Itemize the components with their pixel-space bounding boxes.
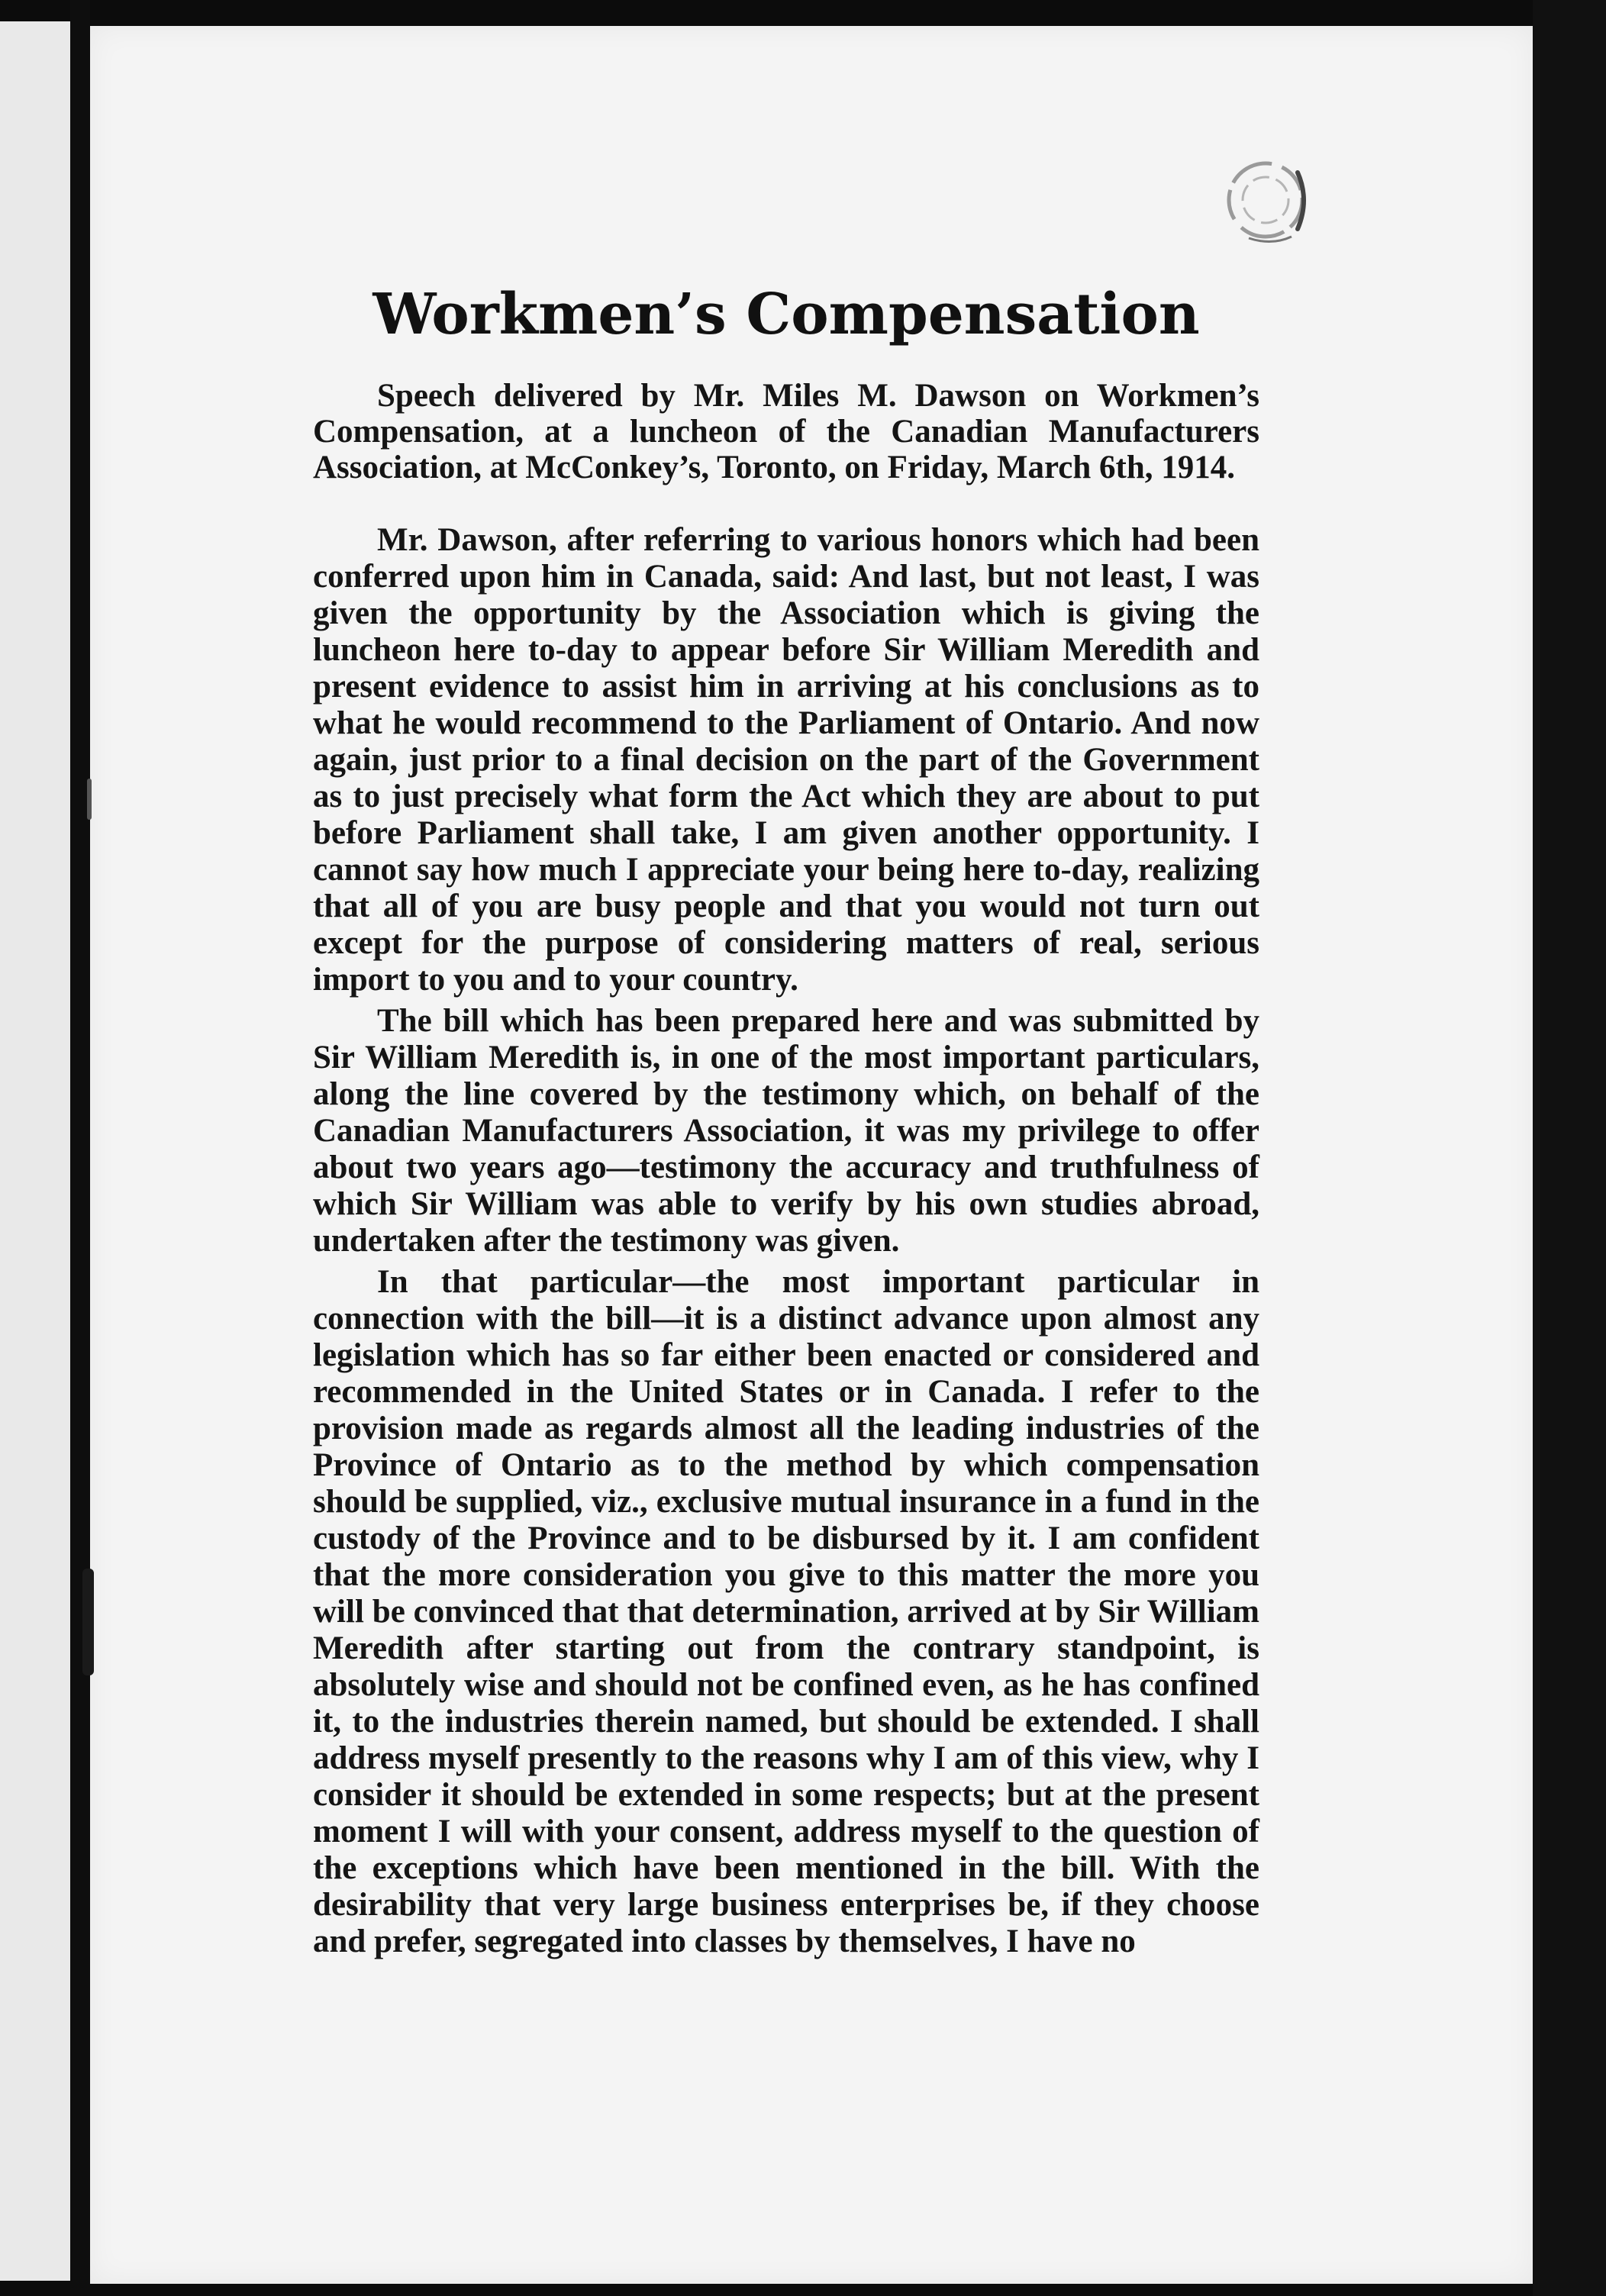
body-paragraph: In that particular—the most important particular in connection with the bill—it is a distinct advance upon almost any legislation which has so far either been enacted or considered and recommended in the United States or in Canada. I refer to the provision made as regards almost all the leading industries of the Province of Ontario as to the method by which compensation should be supplied, viz., exclusive mutual insurance in a fund in the custody of the Province and to be disbursed by it. I am confident that the more consideration you give to this matter the more you will be convinced that that determination, arrived at by Sir William Meredith after starting out from the contrary standpoint, is absolutely wise and should not be confined even, as he has confined it, to the industries therein named, but should be extended. I shall address myself presently to the reasons why I am of this view, why I consider it should be extended in some respects; but at the present moment I will with your consent, address myself to the question of the exceptions which have been mentioned in the bill. With the desirability that very large business enterprises be, if they choose and prefer, segregated into classes by themselves, I have no [313, 1264, 1259, 1960]
body-paragraph: Mr. Dawson, after referring to various honors which had been conferred upon him in Canada, said: And last, but not least, I was given the opportunity by the Association which is giving the luncheon here to-day to appear before Sir William Meredith and present evidence to assist him in arriving at his conclusions as to what he would recommend to the Parliament of Ontario. And now again, just prior to a final decision on the part of the Government as to just precisely what form the Act which they are about to put before Parliament shall take, I am given another opportunity. I cannot say how much I appreciate your being here to-day, realizing that all of you are busy people and that you would not turn out except for the purpose of considering matters of real, serious import to you and to your country. [313, 522, 1259, 998]
article [313, 282, 1259, 1965]
margin-mark [87, 779, 92, 820]
library-stamp-icon [1218, 153, 1313, 247]
book-gutter [70, 0, 90, 2296]
scan-border [1533, 0, 1606, 2296]
body-paragraph: The bill which has been prepared here and was submitted by Sir William Meredith is, in one of the most important particulars, along the line covered by the testimony which, on behalf of the Canadian Manufacturers Association, it was my privilege to offer about two years ago—testimony the accuracy and truthfulness of which Sir William was able to verify by his own studies abroad, undertaken after the testimony was given. [313, 1003, 1259, 1259]
speech-intro: Speech delivered by Mr. Miles M. Dawson on Workmen’s Compensation, at a luncheon of the Canadian Manufacturers Association, at McConkey’s, Toronto, on Friday, March 6th, 1914. [313, 378, 1259, 486]
binding-mark [82, 1569, 94, 1675]
document-title: Workmen’s Compensation [372, 282, 1200, 347]
adjacent-page-edge [0, 21, 70, 2281]
